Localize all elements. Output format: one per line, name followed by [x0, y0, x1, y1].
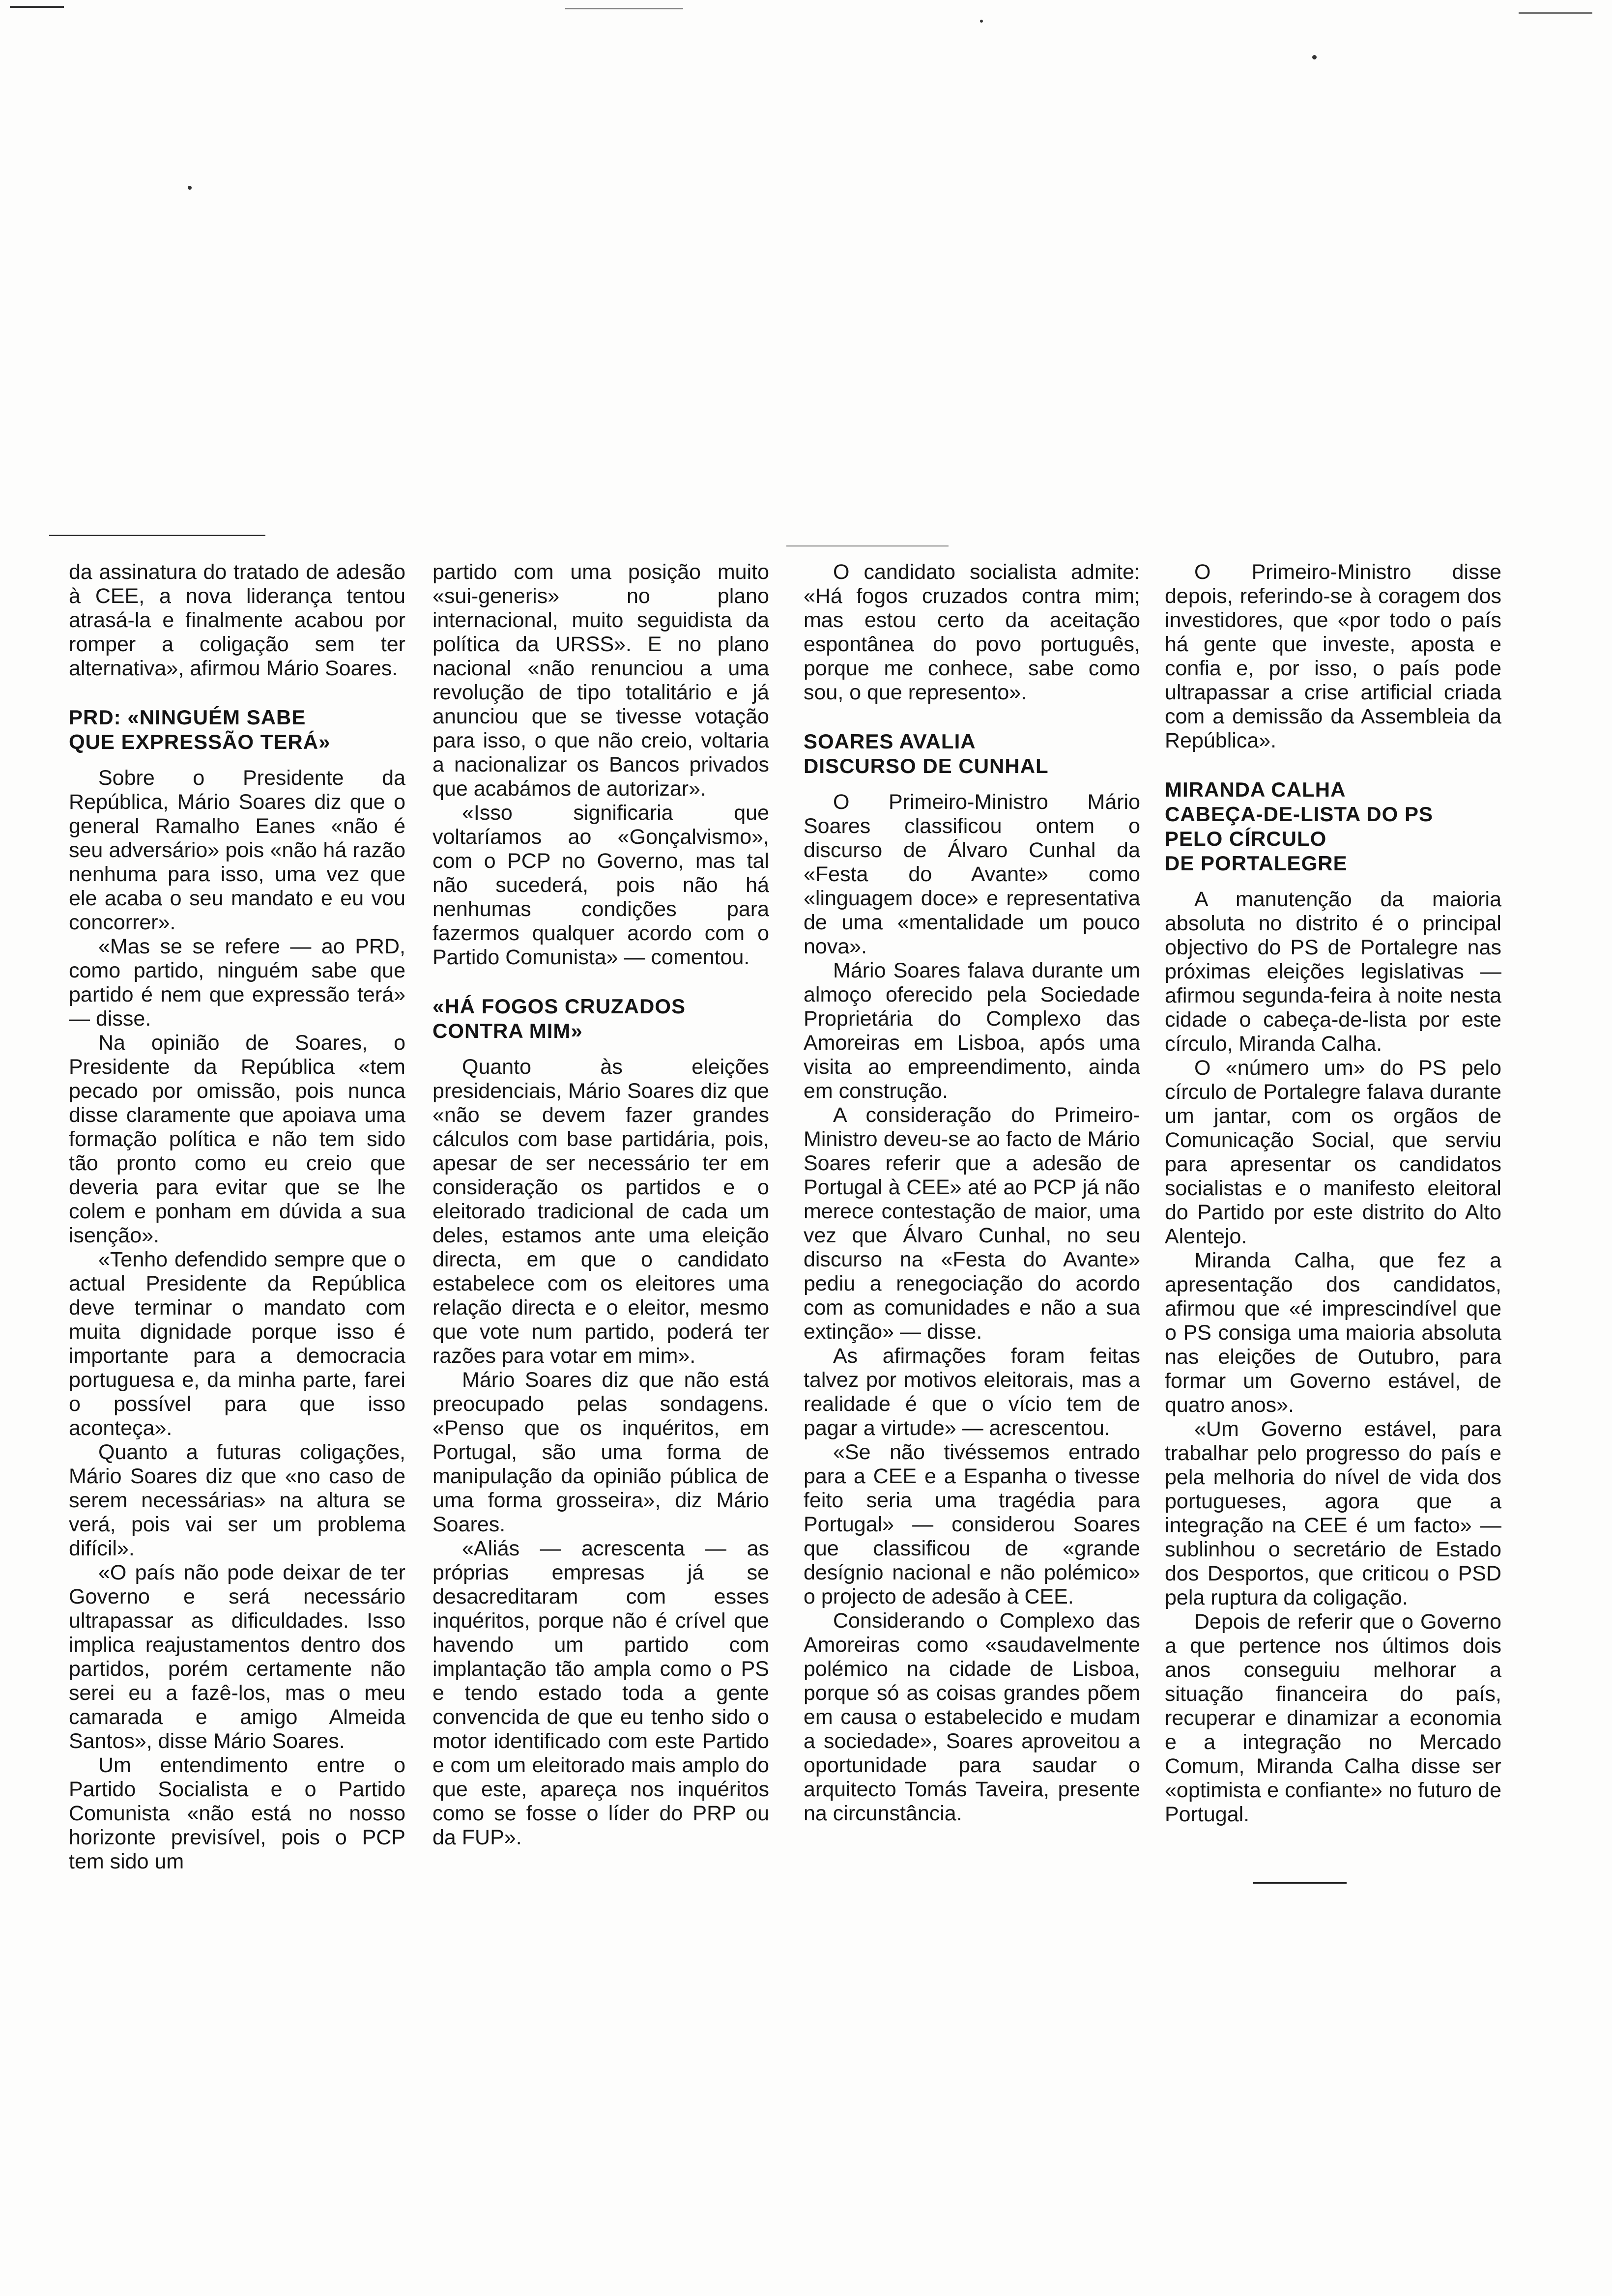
article-column-1	[69, 560, 405, 1874]
article-paragraph: «Isso significaria que voltaríamos ao «Gonçalvismo», com o PCP no Governo, mas tal não sucederá, pois não há nenhumas condições para fazermos qualquer acordo com o Partido Comunista» — comentou.	[432, 801, 769, 969]
headline-line: MIRANDA CALHA	[1165, 778, 1346, 801]
headline-line: DISCURSO DE CUNHAL	[804, 754, 1049, 777]
article-paragraph: da assinatura do tratado de adesão à CEE, a nova liderança tentou atrasá-la e finalmente acabou por romper a coligação sem ter alternativa», afirmou Mário Soares.	[69, 560, 405, 680]
headline-line: CABEÇA-DE-LISTA DO PS	[1165, 803, 1433, 826]
article-paragraph: «Aliás — acrescenta — as próprias empresas já se desacreditaram com esses inquéritos, porque não é crível que havendo um partido com implantação tão ampla como o PS e tendo estado toda a gente convencida de que eu tenho sido o motor identificado com este Partido e com um eleitorado mais amplo do que este, apareça nos inquéritos como se fosse o líder do PRP ou da FUP».	[432, 1537, 769, 1849]
section-headline	[69, 705, 405, 754]
scan-speck	[1519, 12, 1592, 14]
end-rule	[1253, 1882, 1347, 1884]
section-headline	[804, 729, 1140, 778]
article-paragraph: A manutenção da maioria absoluta no distrito é o principal objectivo do PS de Portalegre nas próximas eleições legislativas — afirmou segunda-feira à noite nesta cidade o cabeça-de-lista por este círculo, Miranda Calha.	[1165, 888, 1501, 1056]
headline-line: DE PORTALEGRE	[1165, 852, 1348, 875]
article-paragraph: Mário Soares falava durante um almoço oferecido pela Sociedade Proprietária do Complexo das Amoreiras em Lisboa, após uma visita ao empreendimento, ainda em construção.	[804, 959, 1140, 1103]
article-paragraph: O Primeiro-Ministro Mário Soares classificou ontem o discurso de Álvaro Cunhal da «Festa do Avante» como «linguagem doce» e representativa de uma «mentalidade um pouco nova».	[804, 790, 1140, 958]
section-headline	[432, 994, 769, 1043]
article-paragraph: «Se não tivéssemos entrado para a CEE e a Espanha o tivesse feito seria uma tragédia para Portugal» — considerou Soares que classificou de «grande desígnio nacional e não polémico» o projecto de adesão à CEE.	[804, 1440, 1140, 1608]
headline-line: SOARES AVALIA	[804, 730, 976, 753]
scan-speck	[188, 186, 192, 190]
scan-speck	[565, 8, 683, 9]
scan-speck	[10, 6, 64, 8]
headline-line: PRD: «NINGUÉM SABE	[69, 706, 306, 729]
headline-line: QUE EXPRESSÃO TERÁ»	[69, 730, 331, 753]
article-paragraph: partido com uma posição muito «sui-generis» no plano internacional, muito seguidista da política da URSS». E no plano nacional «não renunciou a uma revolução de tipo totalitário e já anunciou que se tivesse votação para isso, o que não creio, voltaria a nacionalizar os Bancos privados que acabámos de autorizar».	[432, 560, 769, 801]
top-rule-left	[49, 535, 265, 536]
article-paragraph: Mário Soares diz que não está preocupado pelas sondagens. «Penso que os inquéritos, em Portugal, são uma forma de manipulação da opinião pública de uma forma grosseira», diz Mário Soares.	[432, 1368, 769, 1536]
article-paragraph: «Um Governo estável, para trabalhar pelo progresso do país e pela melhoria do nível de vida dos portugueses, agora que a integração na CEE é um facto» — sublinhou o secretário de Estado dos Desportos, que criticou o PSD pela ruptura da coligação.	[1165, 1417, 1501, 1609]
article-paragraph: Considerando o Complexo das Amoreiras como «saudavelmente polémico na cidade de Lisboa, porque só as coisas grandes põem em causa o estabelecido e mudam a sociedade», Soares aproveitou a oportunidade para saudar o arquitecto Tomás Taveira, presente na circunstância.	[804, 1609, 1140, 1825]
scan-speck	[1312, 55, 1317, 59]
article-paragraph: Depois de referir que o Governo a que pertence nos últimos dois anos conseguiu melhorar a situação financeira do país, recuperar e dinamizar a economia e a integração no Mercado Comum, Miranda Calha disse ser «optimista e confiante» no futuro de Portugal.	[1165, 1610, 1501, 1826]
article-paragraph: Sobre o Presidente da República, Mário Soares diz que o general Ramalho Eanes «não é seu adversário» pois «não há razão nenhuma para isso, uma vez que ele acaba o seu mandato e eu vou concorrer».	[69, 766, 405, 934]
article-paragraph: A consideração do Primeiro-Ministro deveu-se ao facto de Mário Soares referir que a adesão de Portugal à CEE» até ao PCP já não merece contestação de maior, uma vez que Álvaro Cunhal, no seu discurso na «Festa do Avante» pediu a renegociação do acordo com as comunidades e não a sua extinção» — disse.	[804, 1103, 1140, 1344]
scan-speck	[980, 20, 983, 23]
top-rule-center	[786, 545, 949, 546]
article-paragraph: Na opinião de Soares, o Presidente da República «tem pecado por omissão, pois nunca disse claramente que apoiava uma formação política e não tem sido tão pronto como eu creio que deveria para evitar que se lhe colem e ponham em dúvida a sua isenção».	[69, 1031, 405, 1247]
article-paragraph: Um entendimento entre o Partido Socialista e o Partido Comunista «não está no nosso horizonte previsível, pois o PCP tem sido um	[69, 1753, 405, 1873]
section-headline	[1165, 777, 1501, 876]
article-paragraph: O candidato socialista admite: «Há fogos cruzados contra mim; mas estou certo da aceitação espontânea do povo português, porque me conhece, sabe como sou, o que represento».	[804, 560, 1140, 704]
article-paragraph: «O país não pode deixar de ter Governo e será necessário ultrapassar as dificuldades. Isso implica reajustamentos dentro dos partidos, porém certamente não serei eu a fazê-los, mas o meu camarada e amigo Almeida Santos», disse Mário Soares.	[69, 1561, 405, 1753]
article-paragraph: O Primeiro-Ministro disse depois, referindo-se à coragem dos investidores, que «por todo o país há gente que investe, aposta e confia e, por isso, o país pode ultrapassar a crise artificial criada com a demissão da Assembleia da República».	[1165, 560, 1501, 752]
article-paragraph: As afirmações foram feitas talvez por motivos eleitorais, mas a realidade é que o vício tem de pagar a virtude» — acrescentou.	[804, 1344, 1140, 1440]
headline-line: PELO CÍRCULO	[1165, 827, 1327, 850]
article-paragraph: «Mas se se refere — ao PRD, como partido, ninguém sabe que partido é nem que expressão terá» — disse.	[69, 935, 405, 1031]
article-column-4	[1165, 560, 1501, 1827]
headline-line: CONTRA MIM»	[432, 1019, 583, 1042]
article-paragraph: Quanto às eleições presidenciais, Mário Soares diz que «não se devem fazer grandes cálculos com base partidária, pois, apesar de ser necessário ter em consideração os partidos e o eleitorado tradicional de cada um deles, estamos ante uma eleição directa, em que o candidato estabelece com os eleitores uma relação directa e o eleitor, mesmo que vote num partido, poderá ter razões para votar em mim».	[432, 1055, 769, 1368]
article-paragraph: Miranda Calha, que fez a apresentação dos candidatos, afirmou que «é imprescindível que o PS consiga uma maioria absoluta nas eleições de Outubro, para formar um Governo estável, de quatro anos».	[1165, 1249, 1501, 1417]
headline-line: «HÁ FOGOS CRUZADOS	[432, 995, 686, 1018]
article-paragraph: Quanto a futuras coligações, Mário Soares diz que «no caso de serem necessárias» na altura se verá, pois vai ser um problema difícil».	[69, 1440, 405, 1560]
article-paragraph: O «número um» do PS pelo círculo de Portalegre falava durante um jantar, com os orgãos de Comunicação Social, que serviu para apresentar os candidatos socialistas e o manifesto eleitoral do Partido por este distrito do Alto Alentejo.	[1165, 1056, 1501, 1248]
article-column-3	[804, 560, 1140, 1826]
article-paragraph: «Tenho defendido sempre que o actual Presidente da República deve terminar o mandato com muita dignidade porque isso é importante para a democracia portuguesa e, da minha parte, farei o possível para que isso aconteça».	[69, 1248, 405, 1440]
article-column-2	[432, 560, 769, 1850]
